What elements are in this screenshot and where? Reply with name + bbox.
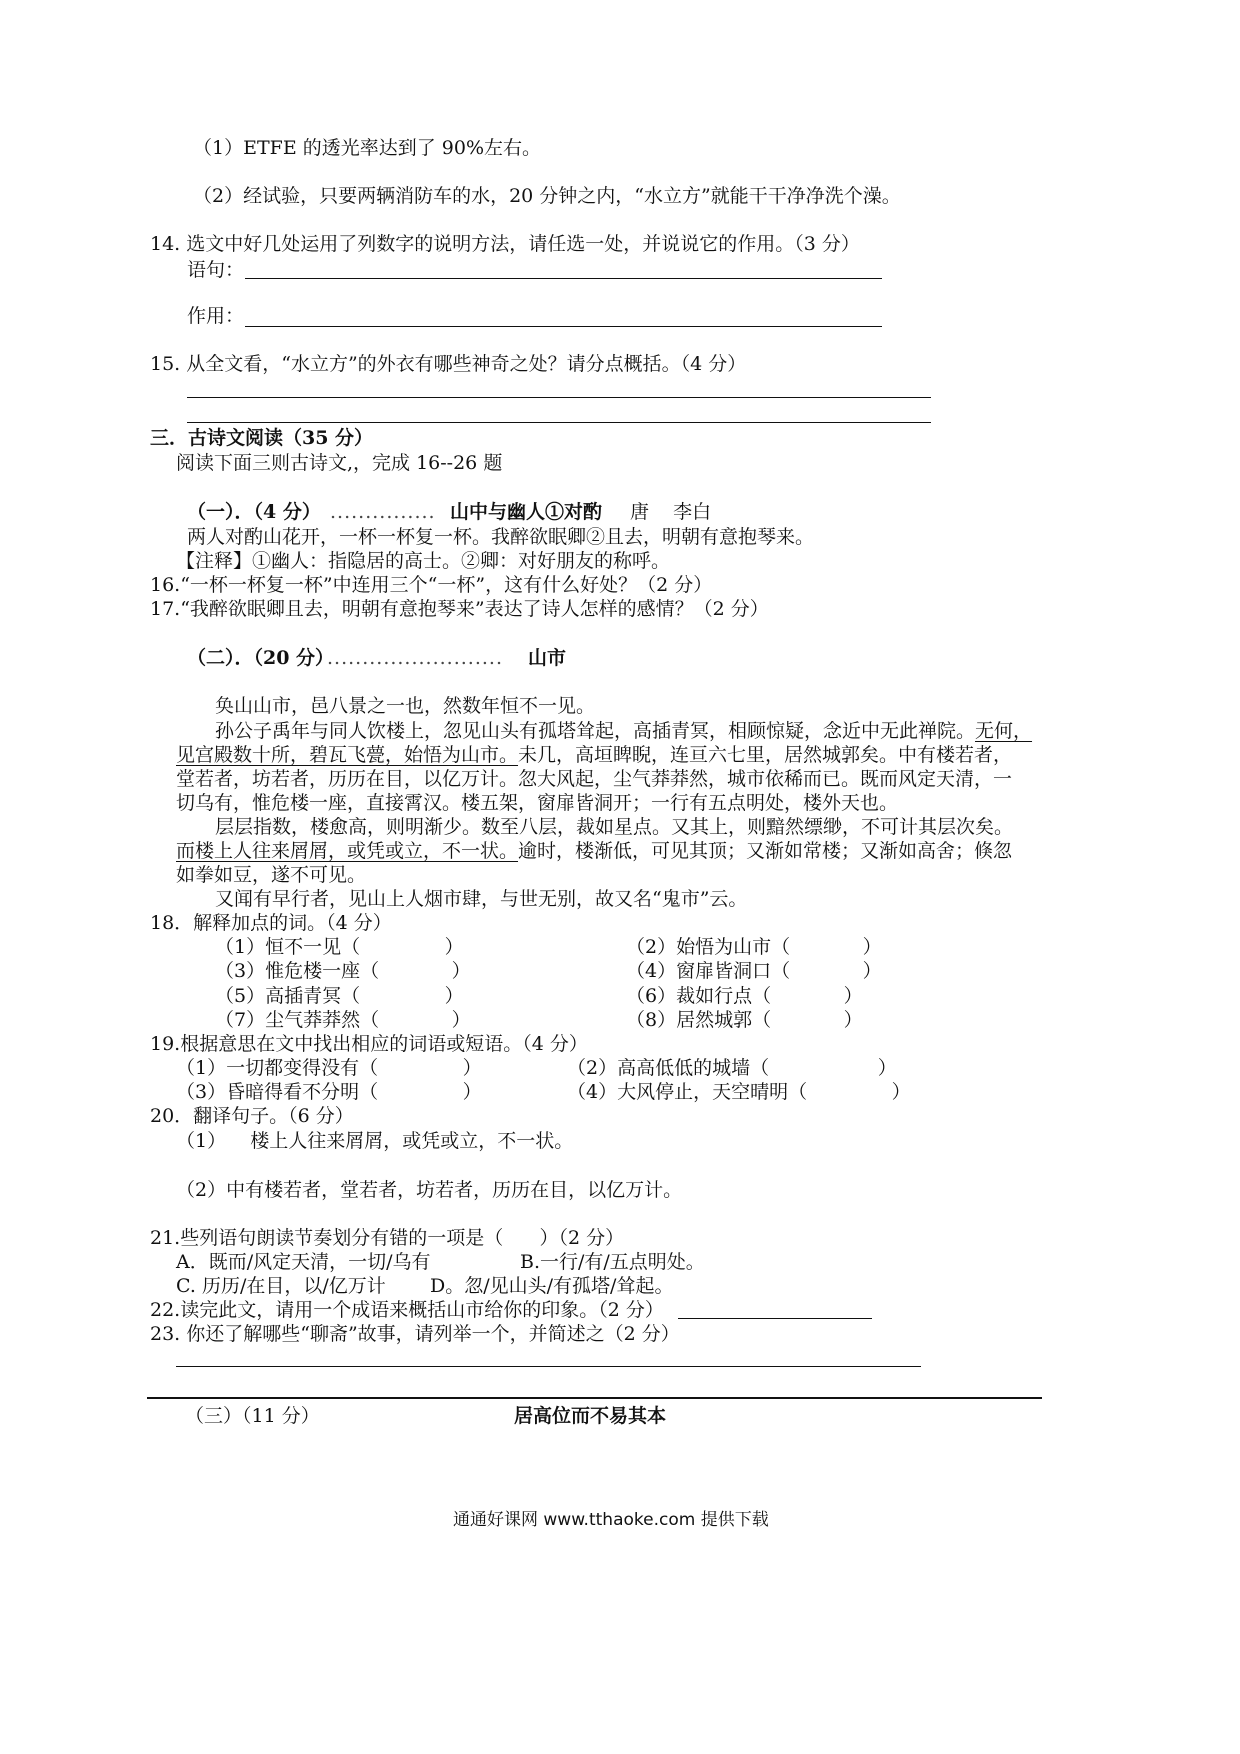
- prose-paragraph-1: 奂山山市，邑八景之一也，然数年恒不一见。: [215, 695, 596, 717]
- q14-question: 14. 选文中好几处运用了列数字的说明方法，请任选一处，并说说它的作用。（3 分）: [150, 233, 860, 255]
- text-span: 逾时，楼渐低，可见其顶；又渐如常楼；又渐如高舍；倏忽: [518, 840, 1013, 862]
- q20-sentence-2: （2）中有楼若者，堂若者，坊若者，历历在目，以亿万计。: [176, 1179, 683, 1201]
- q18-item-3[interactable]: （3）惟危楼一座（ ）: [215, 960, 471, 982]
- q19-item-2[interactable]: （2）高高低低的城墙（ ）: [567, 1057, 897, 1079]
- prose-paragraph-2-line-2: [176, 743, 1012, 767]
- q20-question: 20．翻译句子。（6 分）: [150, 1105, 354, 1127]
- q21-option-d[interactable]: D。忽/见山头/有孤塔/耸起。: [430, 1275, 674, 1297]
- q18-item-7[interactable]: （7）尘气莽莽然（ ）: [215, 1009, 471, 1031]
- q19-item-3[interactable]: （3）昏暗得看不分明（ ）: [176, 1081, 482, 1103]
- q17-question: 17.“我醉欲眠卿且去，明朝有意抱琴来”表达了诗人怎样的感情？（2 分）: [150, 598, 769, 620]
- q21-option-a[interactable]: A．既而/风定天清，一切/乌有: [176, 1251, 431, 1273]
- q23-question: 23. 你还了解哪些“聊斋”故事，请列举一个，并简述之（2 分）: [150, 1323, 680, 1345]
- q13-item-1: （1）ETFE 的透光率达到了 90%左右。: [193, 137, 541, 159]
- poem-text: 两人对酌山花开，一杯一杯复一杯。我醉欲眠卿②且去，明朝有意抱琴来。: [187, 526, 815, 548]
- q14-answer-line-2[interactable]: [245, 326, 882, 327]
- q15-question: 15. 从全文看，“水立方”的外衣有哪些神奇之处？请分点概括。（4 分）: [150, 353, 747, 375]
- part3-heading: （三）（11 分）: [185, 1405, 320, 1427]
- q18-item-1[interactable]: （1）恒不一见（ ）: [215, 936, 464, 958]
- q14-label-effect: 作用：: [187, 305, 245, 327]
- prose-paragraph-2-line-3: 堂若者，坊若者，历历在目，以亿万计。忽大风起，尘气莽莽然，城市依稀而已。既而风定天清，一: [176, 768, 1013, 790]
- q22-question: 22.读完此文，请用一个成语来概括山市给你的印象。（2 分）: [150, 1299, 664, 1321]
- q21-option-c[interactable]: C. 历历/在目，以/亿万计: [176, 1275, 386, 1297]
- prose-paragraph-4: 又闻有早行者，见山上人烟市肆，与世无别，故又名“鬼市”云。: [215, 888, 748, 910]
- q19-question: 19.根据意思在文中找出相应的词语或短语。（4 分）: [150, 1033, 588, 1055]
- underlined-sentence: 见宫殿数十所，碧瓦飞甍，始悟为山市。: [176, 744, 519, 766]
- q20-sentence-1: （1） 楼上人往来屑屑，或凭或立，不一状。: [176, 1130, 574, 1152]
- q18-item-8[interactable]: （8）居然城郭（ ）: [626, 1009, 863, 1031]
- q14-answer-line-1[interactable]: [245, 278, 882, 279]
- q23-answer-line[interactable]: [176, 1366, 921, 1367]
- leader-dots: .........................: [327, 647, 503, 669]
- prose-paragraph-3-line-2: [176, 839, 1012, 863]
- section-intro: 阅读下面三则古诗文,，完成 16--26 题: [176, 452, 503, 474]
- q18-item-5[interactable]: （5）高插青冥（ ）: [215, 985, 464, 1007]
- q16-question: 16.“一杯一杯复一杯”中连用三个“一杯”，这有什么好处？（2 分）: [150, 574, 713, 596]
- q22-answer-line[interactable]: [678, 1318, 872, 1319]
- prose-paragraph-3-line-1: 层层指数，楼愈高，则明渐少。数至八层，裁如星点。又其上，则黯然缥缈，不可计其层次矣。: [215, 816, 1014, 838]
- text-span: 孙公子禹年与同人饮楼上，忽见山头有孤塔耸起，高插青冥，相顾惊疑，念近中无此禅院。: [215, 720, 976, 742]
- q18-item-2[interactable]: （2）始悟为山市（ ）: [626, 936, 882, 958]
- q13-item-2: （2）经试验，只要两辆消防车的水，20 分钟之内，“水立方”就能干干净净洗个澡。: [193, 185, 901, 207]
- prose-paragraph-2-line-4: 切乌有，惟危楼一座，直接霄汉。楼五架，窗扉皆洞开；一行有五点明处，楼外天也。: [176, 792, 899, 814]
- q18-item-4[interactable]: （4）窗扉皆洞口（ ）: [626, 960, 882, 982]
- poem-note: 【注释】①幽人：指隐居的高士。②卿：对好朋友的称呼。: [176, 550, 671, 572]
- poem-heading: （一）．（4 分）: [187, 501, 321, 523]
- q15-answer-line-1[interactable]: [187, 397, 931, 398]
- prose-paragraph-2-line-1: [215, 719, 1032, 743]
- q19-item-4[interactable]: （4）大风停止，天空晴明（ ）: [567, 1081, 911, 1103]
- q18-item-6[interactable]: （6）裁如行点（ ）: [626, 985, 863, 1007]
- poem-title: 山中与幽人①对酌: [450, 501, 603, 523]
- q21-question: 21.些列语句朗读节奏划分有错的一项是（ ）（2 分）: [150, 1227, 625, 1249]
- part3-title: 居高位而不易其本: [514, 1405, 667, 1427]
- q19-item-1[interactable]: （1）一切都变得没有（ ）: [176, 1057, 482, 1079]
- section-title: 三．古诗文阅读（35 分）: [150, 427, 374, 449]
- section-divider: [147, 1397, 1042, 1399]
- q15-answer-line-2[interactable]: [187, 422, 931, 423]
- prose-paragraph-3-line-3: 如拳如豆，遂不可见。: [176, 864, 367, 886]
- poem-author: 唐 李白: [630, 501, 712, 523]
- q21-option-b[interactable]: B.一行/有/五点明处。: [520, 1251, 705, 1273]
- underlined-sentence: 无何，: [975, 720, 1033, 742]
- leader-dots: ...............: [330, 501, 436, 523]
- footer-credit: 通通好课网 www.tthaoke.com 提供下载: [453, 1510, 769, 1530]
- q14-label-sentence: 语句：: [187, 259, 245, 281]
- text-span: 未几，高垣睥睨，连亘六七里，居然城郭矣。中有楼若者，: [518, 744, 1013, 766]
- q18-question: 18．解释加点的词。（4 分）: [150, 912, 392, 934]
- prose-title: 山市: [528, 647, 567, 669]
- prose-heading: （二）．（20 分）: [187, 647, 335, 669]
- underlined-sentence: 而楼上人往来屑屑，或凭或立，不一状。: [176, 840, 519, 862]
